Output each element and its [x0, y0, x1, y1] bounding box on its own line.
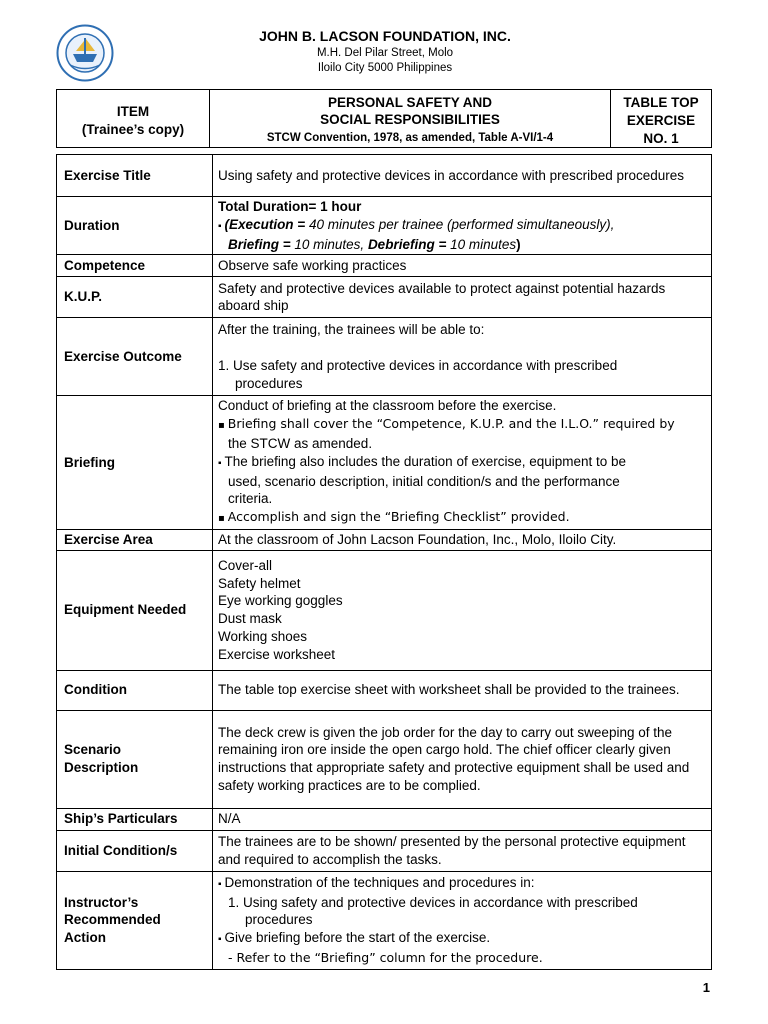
- value-equipment: [213, 550, 712, 670]
- instructor-note: - Refer to the “Briefing” column for the procedure.: [228, 949, 543, 965]
- label-kup: K.U.P.: [57, 277, 213, 318]
- briefing-bullet-1: [218, 415, 706, 435]
- briefing-bullet-3-text: Accomplish and sign the “Briefing Checklist” provided.: [227, 509, 570, 525]
- trainee-copy-label: (Trainee’s copy): [81, 122, 185, 137]
- row-exercise-title: [57, 155, 712, 197]
- label-equipment: Equipment Needed: [57, 550, 213, 670]
- item-cell: [57, 90, 210, 147]
- value-outcome: [213, 318, 712, 396]
- equipment-item: Cover-all: [218, 557, 273, 573]
- execution-text: 40 minutes per trainee (performed simultaneously),: [305, 216, 615, 232]
- exercise-table: [56, 154, 712, 970]
- row-scenario: [57, 710, 712, 808]
- course-title-cell: [210, 90, 611, 147]
- execution-label: (Execution =: [224, 216, 306, 232]
- briefing-bullet-1-cont: the STCW as amended.: [228, 435, 373, 451]
- label-ship-particulars: Ship’s Particulars: [57, 808, 213, 830]
- foundation-logo: [56, 24, 114, 82]
- value-competence: Observe safe working practices: [213, 255, 712, 277]
- page-number: 1: [702, 980, 710, 995]
- briefing-bullet-2: [218, 453, 706, 473]
- row-equipment: [57, 550, 712, 670]
- equipment-item: Safety helmet: [218, 575, 301, 591]
- instructor-bullet-2: [218, 929, 706, 949]
- row-kup: [57, 277, 712, 318]
- close-paren: ): [516, 236, 521, 252]
- instructor-bullet-2-text: Give briefing before the start of the exercise.: [224, 930, 491, 946]
- briefing-text: 10 minutes,: [290, 236, 368, 252]
- value-ship-particulars: N/A: [213, 808, 712, 830]
- instructor-item-1: 1. Using safety and protective devices in accordance with prescribed: [228, 894, 638, 910]
- label-condition: Condition: [57, 670, 213, 710]
- label-initial-condition: Initial Condition/s: [57, 830, 213, 871]
- instructor-bullet-1: [218, 874, 706, 894]
- label-instructor-line-1: Instructor’s: [64, 894, 139, 910]
- row-outcome: [57, 318, 712, 396]
- outcome-item-1: 1. Use safety and protective devices in accordance with prescribed: [218, 357, 618, 373]
- total-duration: Total Duration= 1 hour: [218, 199, 362, 214]
- exercise-line-2: EXERCISE: [626, 113, 696, 128]
- course-title-line-1: PERSONAL SAFETY AND: [327, 95, 493, 110]
- address-line-2: Iloilo City 5000 Philippines: [317, 62, 453, 74]
- item-label: ITEM: [116, 104, 150, 119]
- label-competence: Competence: [57, 255, 213, 277]
- row-briefing: [57, 396, 712, 530]
- row-competence: [57, 255, 712, 277]
- label-scenario-line-2: Description: [64, 760, 139, 776]
- label-briefing: Briefing: [57, 396, 213, 530]
- label-instructor-line-2: Recommended: [64, 912, 161, 928]
- briefing-duration-line: [218, 236, 706, 254]
- address-line-1: M.H. Del Pilar Street, Molo: [316, 47, 454, 59]
- briefing-bullet-2-text: The briefing also includes the duration of exercise, equipment to be: [224, 453, 627, 469]
- course-title-line-2: SOCIAL RESPONSIBILITIES: [320, 112, 500, 127]
- row-condition: [57, 670, 712, 710]
- org-name: JOHN B. LACSON FOUNDATION, INC.: [259, 28, 511, 44]
- label-duration: Duration: [57, 197, 213, 255]
- execution-line: [218, 216, 706, 236]
- row-instructor-action: [57, 871, 712, 969]
- briefing-bullet-2-cont: used, scenario description, initial condition/s and the performance: [228, 473, 620, 489]
- value-exercise-title: Using safety and protective devices in accordance with prescribed procedures: [213, 155, 712, 197]
- row-initial-condition: [57, 830, 712, 871]
- equipment-item: Exercise worksheet: [218, 646, 336, 662]
- exercise-line-1: TABLE TOP: [623, 95, 699, 110]
- outcome-item-1-cont: procedures: [235, 375, 303, 391]
- title-block: [56, 89, 712, 148]
- briefing-bullet-3: [218, 508, 706, 528]
- value-duration: [213, 197, 712, 255]
- label-instructor-line-3: Action: [64, 930, 106, 946]
- label-outcome: Exercise Outcome: [57, 318, 213, 396]
- row-exercise-area: [57, 529, 712, 550]
- instructor-item-1-cont: procedures: [245, 912, 313, 928]
- outcome-intro: After the training, the trainees will be able to:: [218, 322, 485, 338]
- label-exercise-title: Exercise Title: [57, 155, 213, 197]
- value-initial-condition: The trainees are to be shown/ presented by the personal protective equipment and required to accomplish the tasks.: [213, 830, 712, 871]
- briefing-bullet-2-end: criteria.: [228, 491, 273, 507]
- label-scenario-line-1: Scenario: [64, 742, 122, 758]
- exercise-line-3: NO. 1: [643, 131, 679, 146]
- value-exercise-area: At the classroom of John Lacson Foundation, Inc., Molo, Iloilo City.: [213, 529, 712, 550]
- row-duration: [57, 197, 712, 255]
- row-ship-particulars: [57, 808, 712, 830]
- label-exercise-area: Exercise Area: [57, 529, 213, 550]
- briefing-bullet-1-text: Briefing shall cover the “Competence, K.U.P. and the I.L.O.” required by: [227, 416, 675, 432]
- instructor-bullet-1-text: Demonstration of the techniques and procedures in:: [224, 874, 535, 890]
- briefing-intro: Conduct of briefing at the classroom before the exercise.: [218, 398, 557, 414]
- debriefing-text: 10 minutes: [446, 236, 517, 252]
- equipment-item: Eye working goggles: [218, 593, 343, 609]
- equipment-item: Working shoes: [218, 629, 308, 645]
- label-instructor-action: [57, 871, 213, 969]
- equipment-item: Dust mask: [218, 611, 282, 627]
- convention-reference: STCW Convention, 1978, as amended, Table A-VI/1-4: [266, 132, 554, 144]
- value-scenario: The deck crew is given the job order for the day to carry out sweeping of the remaining iron ore inside the open cargo hold. The chief officer clearly given instructions that appropriate safety and protective equipment shall be used and safety working practices are to be complied.: [213, 710, 712, 808]
- value-condition: The table top exercise sheet with worksheet shall be provided to the trainees.: [213, 670, 712, 710]
- exercise-number-cell: [611, 90, 711, 147]
- value-instructor-action: [213, 871, 712, 969]
- debriefing-label: Debriefing =: [367, 236, 447, 252]
- value-briefing: [213, 396, 712, 530]
- label-scenario: [57, 710, 213, 808]
- briefing-label: Briefing =: [228, 236, 291, 252]
- value-kup: Safety and protective devices available to protect against potential hazards aboard ship: [213, 277, 712, 318]
